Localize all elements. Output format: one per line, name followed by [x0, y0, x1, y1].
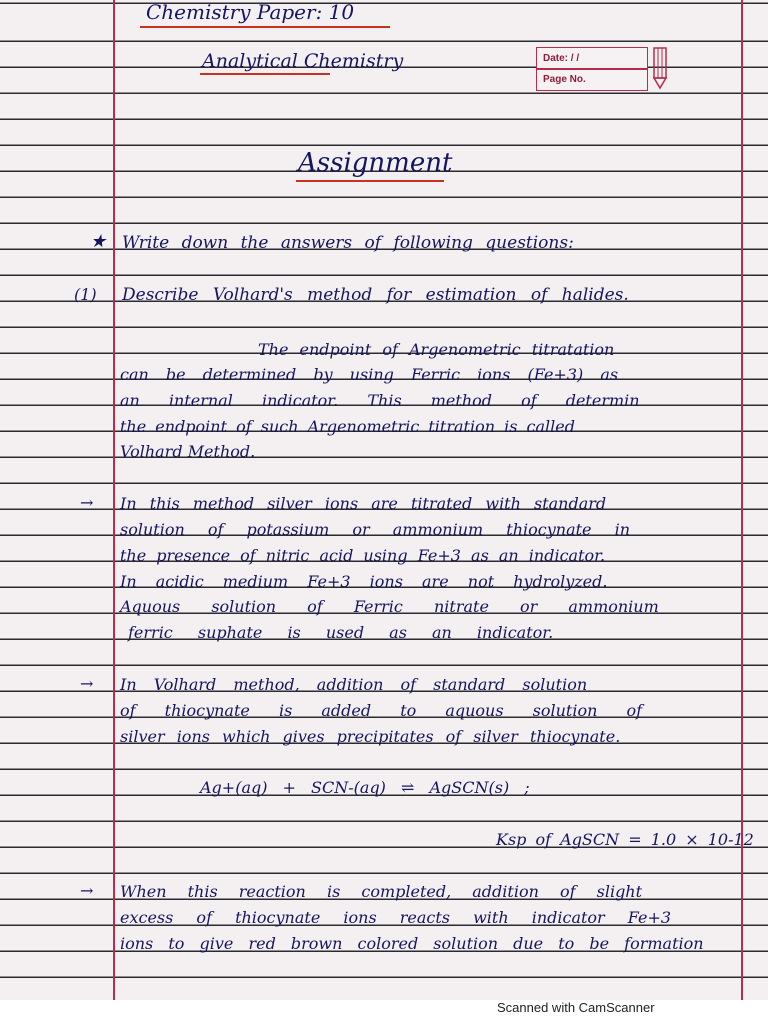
answer-line-15: When this reaction is completed, addition of slight	[120, 882, 643, 901]
question-number: (1)	[74, 285, 97, 304]
paper-title-underline	[140, 26, 390, 28]
scanner-watermark: Scanned with CamScanner	[497, 1000, 655, 1015]
answer-line-14: silver ions which gives precipitates of silver thiocynate.	[120, 727, 621, 746]
arrow-marker-1: →	[80, 493, 94, 512]
answer-line-4: the endpoint of such Argenometric titration is called	[120, 417, 575, 436]
answer-line-10: Aquous solution of Ferric nitrate or ammonium	[120, 597, 659, 616]
subject-underline	[200, 73, 330, 75]
answer-line-8: the presence of nitric acid using Fe+3 as an indicator.	[120, 546, 606, 565]
answer-line-12: In Volhard method, addition of standard solution	[120, 675, 588, 694]
date-label: Date: / /	[543, 53, 580, 64]
date-box-divider	[537, 68, 647, 70]
question-text: Describe Volhard's method for estimation of halides.	[122, 285, 629, 305]
assignment-underline	[296, 180, 444, 182]
scanner-footer	[0, 1000, 768, 1024]
arrow-marker-2: →	[80, 674, 94, 693]
answer-line-13: of thiocynate is added to aquous solution of	[120, 701, 643, 720]
pencil-icon	[651, 46, 669, 90]
answer-line-7: solution of potassium or ammonium thiocynate in	[120, 520, 631, 539]
margin-line-left	[113, 0, 115, 1000]
margin-line-right	[741, 0, 743, 1000]
assignment-title: Assignment	[298, 148, 453, 178]
answer-line-1: The endpoint of Argenometric titratation	[258, 340, 615, 359]
ksp-value: Ksp of AgSCN = 1.0 × 10-12	[496, 830, 754, 849]
answer-line-11: ferric suphate is used as an indicator.	[128, 623, 554, 642]
answer-line-5: Volhard Method.	[120, 442, 256, 461]
paper-title: Chemistry Paper: 10	[146, 0, 355, 24]
star-marker: ★	[90, 231, 107, 252]
arrow-marker-3: →	[80, 881, 94, 900]
answer-line-9: In acidic medium Fe+3 ions are not hydrolyzed.	[120, 572, 608, 591]
date-page-box	[536, 47, 648, 91]
answer-line-3: an internal indicator. This method of determin	[120, 391, 640, 410]
page-no-label: Page No.	[543, 74, 586, 85]
answer-line-16: excess of thiocynate ions reacts with indicator Fe+3	[120, 908, 672, 927]
answer-line-6: In this method silver ions are titrated with standard	[120, 494, 607, 513]
reaction-equation: Ag+(aq) + SCN-(aq) ⇌ AgSCN(s) ;	[200, 778, 530, 797]
answer-line-17: ions to give red brown colored solution due to be formation	[120, 934, 704, 953]
instruction-text: Write down the answers of following questions:	[122, 233, 574, 253]
subject-heading: Analytical Chemistry	[202, 50, 404, 72]
answer-line-2: can be determined by using Ferric ions (Fe+3) as	[120, 365, 619, 384]
